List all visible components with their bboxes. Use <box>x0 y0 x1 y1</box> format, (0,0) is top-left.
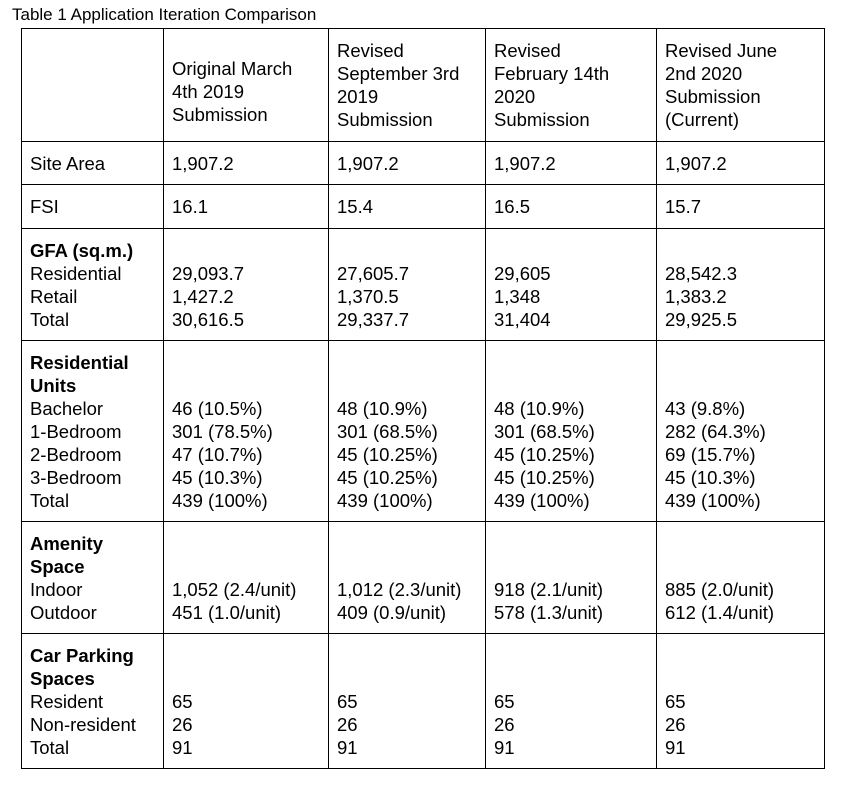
cell-value: 16.5 <box>486 185 657 229</box>
cell-line: 65 <box>172 690 193 712</box>
cell-line: 91 <box>172 736 193 758</box>
cell-line: 885 (2.0/unit) <box>665 578 775 600</box>
row-heading: Amenity <box>30 532 103 554</box>
cell-line: 30,616.5 <box>172 308 245 330</box>
cell-line: 69 (15.7%) <box>665 443 756 465</box>
header-line: Submission <box>665 86 761 107</box>
cell-value <box>486 634 657 769</box>
header-line: Revised <box>337 40 404 61</box>
cell-value: 1,907.2 <box>657 142 825 185</box>
sub-label: Bachelor <box>30 397 104 419</box>
cell-line: 282 (64.3%) <box>665 420 766 442</box>
row-heading: Residential <box>30 351 129 373</box>
cell-line: 65 <box>494 690 515 712</box>
cell-value: 1,907.2 <box>329 142 486 185</box>
cell-line: 918 (2.1/unit) <box>494 578 604 600</box>
row-gfa <box>22 229 825 341</box>
row-label: FSI <box>22 185 164 229</box>
row-amenity-space <box>22 522 825 634</box>
row-car-parking <box>22 634 825 769</box>
cell-line: 45 (10.25%) <box>337 466 438 488</box>
cell-line: 301 (78.5%) <box>172 420 273 442</box>
cell-line: 45 (10.3%) <box>665 466 756 488</box>
cell-value <box>329 229 486 341</box>
row-label <box>22 522 164 634</box>
header-row <box>22 29 825 142</box>
row-heading: Spaces <box>30 667 95 689</box>
sub-label: Total <box>30 736 70 758</box>
cell-value: 16.1 <box>164 185 329 229</box>
cell-value: 15.7 <box>657 185 825 229</box>
cell-line: 45 (10.25%) <box>337 443 438 465</box>
header-original-march <box>164 29 329 142</box>
sub-label: Outdoor <box>30 601 97 623</box>
cell-line: 43 (9.8%) <box>665 397 746 419</box>
cell-line: 45 (10.25%) <box>494 443 595 465</box>
cell-line: 1,012 (2.3/unit) <box>337 578 462 600</box>
cell-line: 48 (10.9%) <box>494 397 585 419</box>
cell-line: 1,370.5 <box>337 285 399 307</box>
cell-line: 26 <box>494 713 515 735</box>
cell-line: 439 (100%) <box>337 489 433 511</box>
cell-value <box>164 634 329 769</box>
cell-line: 65 <box>337 690 358 712</box>
row-fsi <box>22 185 825 229</box>
cell-value <box>329 634 486 769</box>
header-line: February 14th <box>494 63 610 84</box>
cell-line: 439 (100%) <box>172 489 268 511</box>
row-heading: GFA (sq.m.) <box>30 239 134 261</box>
cell-line: 578 (1.3/unit) <box>494 601 604 623</box>
header-line: 4th 2019 <box>172 80 245 102</box>
sub-label: 3-Bedroom <box>30 466 122 488</box>
cell-value <box>486 341 657 522</box>
row-heading: Space <box>30 555 85 577</box>
header-empty-cell <box>22 29 164 142</box>
cell-line: 1,383.2 <box>665 285 727 307</box>
cell-line: 27,605.7 <box>337 262 410 284</box>
sub-label: Non-resident <box>30 713 136 735</box>
header-line: 2019 <box>337 86 379 107</box>
cell-line: 1,052 (2.4/unit) <box>172 578 297 600</box>
cell-line: 1,427.2 <box>172 285 234 307</box>
cell-line: 65 <box>665 690 686 712</box>
cell-line: 29,337.7 <box>337 308 410 330</box>
cell-value: 1,907.2 <box>164 142 329 185</box>
cell-value <box>486 229 657 341</box>
sub-label: Total <box>30 308 70 330</box>
cell-line: 91 <box>494 736 515 758</box>
header-line: (Current) <box>665 109 740 130</box>
cell-line: 26 <box>172 713 193 735</box>
cell-value <box>329 522 486 634</box>
sub-label: Total <box>30 489 70 511</box>
cell-line: 28,542.3 <box>665 262 738 284</box>
cell-line: 1,348 <box>494 285 541 307</box>
header-line: 2020 <box>494 86 536 107</box>
cell-line: 29,605 <box>494 262 551 284</box>
cell-line: 29,093.7 <box>172 262 245 284</box>
cell-line: 26 <box>337 713 358 735</box>
header-line: Revised <box>494 40 561 61</box>
cell-line: 48 (10.9%) <box>337 397 428 419</box>
cell-value: 1,907.2 <box>486 142 657 185</box>
cell-value <box>164 522 329 634</box>
row-heading: Car Parking <box>30 644 134 666</box>
cell-value: 15.4 <box>329 185 486 229</box>
row-label <box>22 341 164 522</box>
cell-line: 451 (1.0/unit) <box>172 601 282 623</box>
row-residential-units <box>22 341 825 522</box>
cell-line: 31,404 <box>494 308 551 330</box>
sub-label: Retail <box>30 285 78 307</box>
cell-value <box>486 522 657 634</box>
sub-label: 2-Bedroom <box>30 443 122 465</box>
cell-line: 612 (1.4/unit) <box>665 601 775 623</box>
header-revised-sept <box>329 29 486 142</box>
row-label: Site Area <box>22 142 164 185</box>
cell-value <box>164 229 329 341</box>
header-line: Submission <box>337 109 433 130</box>
cell-value <box>657 522 825 634</box>
header-line: Submission <box>494 109 590 130</box>
header-line: Revised June <box>665 40 778 61</box>
header-line: Submission <box>172 103 268 125</box>
cell-line: 26 <box>665 713 686 735</box>
row-label <box>22 634 164 769</box>
cell-value <box>657 341 825 522</box>
cell-value <box>164 341 329 522</box>
header-line: September 3rd <box>337 63 460 84</box>
cell-line: 301 (68.5%) <box>337 420 438 442</box>
comparison-table <box>21 28 825 769</box>
cell-line: 301 (68.5%) <box>494 420 595 442</box>
sub-label: 1-Bedroom <box>30 420 122 442</box>
cell-line: 47 (10.7%) <box>172 443 263 465</box>
cell-line: 45 (10.25%) <box>494 466 595 488</box>
header-line: 2nd 2020 <box>665 63 743 84</box>
cell-line: 439 (100%) <box>665 489 761 511</box>
cell-value <box>657 634 825 769</box>
cell-line: 409 (0.9/unit) <box>337 601 447 623</box>
cell-line: 439 (100%) <box>494 489 590 511</box>
sub-label: Resident <box>30 690 104 712</box>
cell-line: 91 <box>337 736 358 758</box>
header-revised-june <box>657 29 825 142</box>
cell-value <box>329 341 486 522</box>
cell-line: 91 <box>665 736 686 758</box>
sub-label: Residential <box>30 262 122 284</box>
row-heading: Units <box>30 374 77 396</box>
header-revised-feb <box>486 29 657 142</box>
cell-line: 46 (10.5%) <box>172 397 263 419</box>
sub-label: Indoor <box>30 578 83 600</box>
cell-value <box>657 229 825 341</box>
row-site-area <box>22 142 825 185</box>
table-caption: Table 1 Application Iteration Comparison <box>12 5 317 24</box>
header-line: Original March <box>172 57 293 79</box>
cell-line: 29,925.5 <box>665 308 738 330</box>
row-label <box>22 229 164 341</box>
cell-line: 45 (10.3%) <box>172 466 263 488</box>
